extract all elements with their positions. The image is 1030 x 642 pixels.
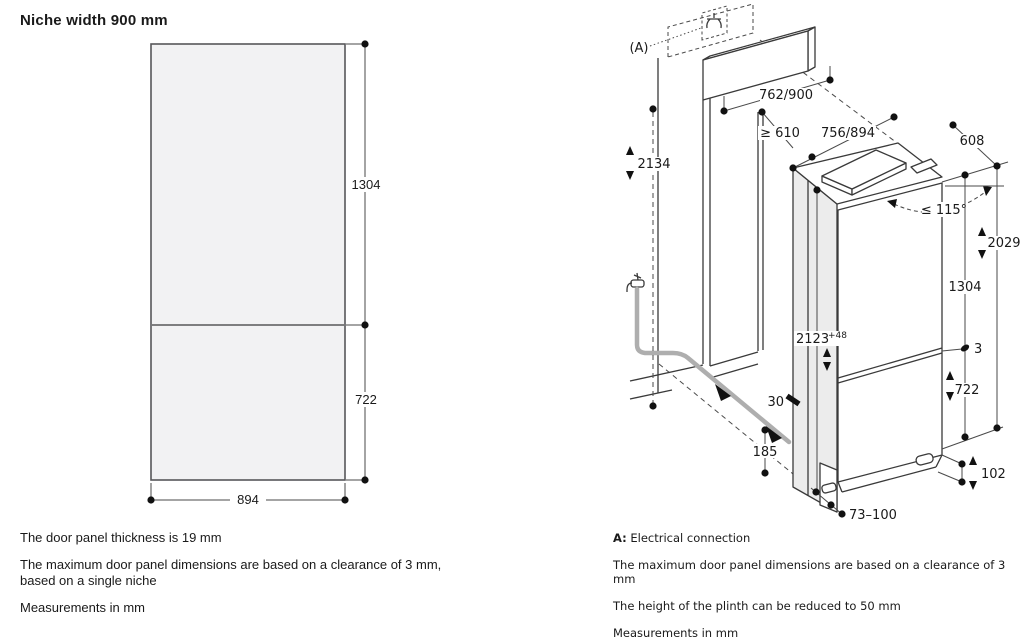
dim-label-overall-height: 2029 — [987, 236, 1021, 251]
power-outlet-icon — [707, 13, 721, 28]
dim-label-lower-door-height: 722 — [355, 392, 377, 407]
dim-label-appliance-height-tolerance: +48 — [828, 331, 847, 341]
dim-label-door-angle: ≤ 115° — [920, 203, 968, 218]
callout-a-text: Electrical connection — [630, 531, 751, 545]
dim-label-lower-door: 722 — [954, 383, 980, 398]
right-diagram-notes — [613, 531, 1025, 642]
callout-a-label: (A) — [629, 41, 649, 56]
door-panel-front-view — [147, 40, 383, 507]
callout-a-key: A: — [613, 531, 627, 545]
refrigerator-appliance — [793, 143, 942, 512]
water-supply-line — [637, 289, 789, 443]
dim-label-water-distance: 185 — [752, 445, 778, 460]
note-clearance-right: The maximum door panel dimensions are based on a clearance of 3 mm — [613, 558, 1006, 586]
dim-label-upper-door: 1304 — [948, 280, 982, 295]
dim-label-appliance-width: 756/894 — [820, 126, 876, 141]
note-measurements-right: Measurements in mm — [613, 626, 739, 640]
left-diagram-notes — [20, 530, 480, 627]
note-measurements: Measurements in mm — [20, 600, 145, 615]
dim-label-plinth-recess: 73–100 — [849, 508, 897, 523]
note-plinth: The height of the plinth can be reduced to 50 mm — [613, 599, 901, 613]
dim-label-upper-door-height: 1304 — [351, 177, 381, 192]
door-panels-front — [838, 183, 942, 482]
note-door-thickness: The door panel thickness is 19 mm — [20, 530, 222, 545]
note-clearance: The maximum door panel dimensions are based on a clearance of 3 mm, based on a single niche — [20, 557, 442, 588]
dim-label-door-gap: 3 — [974, 342, 983, 357]
page-title: Niche width 900 mm — [20, 12, 168, 29]
dim-label-niche-height: 2134 — [637, 157, 671, 172]
dim-label-door-width: 894 — [237, 492, 259, 507]
niche-isometric-view — [626, 4, 1023, 523]
dim-label-appliance-height: 2123 — [796, 332, 830, 347]
dim-label-appliance-depth: 608 — [959, 134, 985, 149]
dim-label-niche-width: 762/900 — [758, 88, 814, 103]
dim-label-niche-depth: ≥ 610 — [760, 126, 800, 141]
dim-label-side-clearance: 30 — [767, 395, 784, 410]
note-electrical — [613, 531, 1025, 545]
dim-label-plinth-height: 102 — [981, 467, 1006, 482]
